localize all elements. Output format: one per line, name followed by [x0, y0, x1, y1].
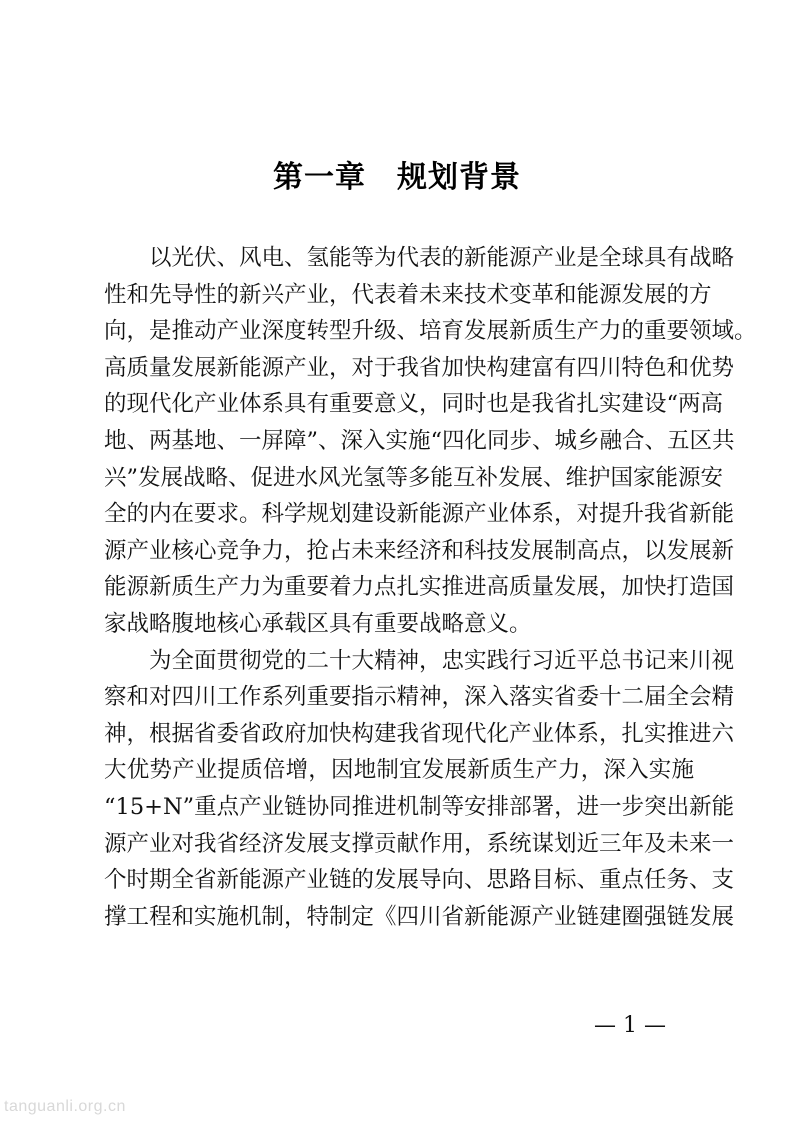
paragraph [104, 643, 735, 936]
text-line: 高质量发展新能源产业，对于我省加快构建富有四川特色和优势 [104, 354, 735, 381]
text-line: 地、两基地、一屏障”、深入实施“四化同步、城乡融合、五区共 [104, 427, 735, 454]
text-line: 向，是推动产业深度转型升级、培育发展新质生产力的重要领域。 [104, 318, 757, 345]
text-line: 大优势产业提质倍增，因地制宜发展新质生产力，深入实施 [104, 757, 694, 784]
chapter-title: 第一章 规划背景 [273, 160, 521, 195]
page-number: — 1 — [594, 1013, 666, 1038]
text-line: 察和对四川工作系列重要指示精神，深入落实省委十二届全会精 [104, 684, 735, 711]
text-line: 性和先导性的新兴产业，代表着未来技术变革和能源发展的方 [104, 281, 712, 308]
text-line: 能源新质生产力为重要着力点扎实推进高质量发展，加快打造国 [104, 574, 735, 601]
site-watermark: tanguanli.org.cn [4, 1098, 126, 1115]
text-line: 个时期全省新能源产业链的发展导向、思路目标、重点任务、支 [104, 867, 735, 894]
text-line: 以光伏、风电、氢能等为代表的新能源产业是全球具有战略 [149, 245, 735, 271]
paragraph [104, 240, 757, 643]
text-line: “15+N”重点产业链协同推进机制等安排部署，进一步突出新能 [104, 793, 735, 820]
text-line: 源产业核心竞争力，抢占未来经济和科技发展制高点，以发展新 [104, 537, 735, 564]
text-line: 神，根据省委省政府加快构建我省现代化产业体系，扎实推进六 [104, 720, 735, 747]
body-text [104, 240, 757, 935]
text-line: 撑工程和实施机制，特制定《四川省新能源产业链建圈强链发展 [104, 903, 735, 930]
text-line: 家战略腹地核心承载区具有重要战略意义。 [104, 610, 532, 637]
text-line: 兴”发展战略、促进水风光氢等多能互补发展、维护国家能源安 [104, 464, 724, 491]
text-line: 全的内在要求。科学规划建设新能源产业体系，对提升我省新能 [104, 501, 735, 528]
text-line: 的现代化产业体系具有重要意义，同时也是我省扎实建设“两高 [104, 391, 724, 418]
text-line: 为全面贯彻党的二十大精神，忠实践行习近平总书记来川视 [149, 647, 735, 674]
text-line: 源产业对我省经济发展支撑贡献作用，系统谋划近三年及未来一 [104, 830, 735, 857]
